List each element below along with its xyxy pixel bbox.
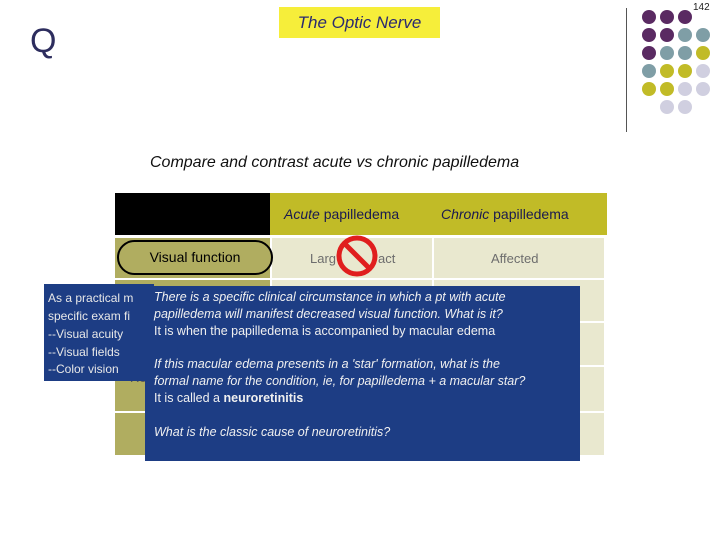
dot (660, 64, 674, 78)
neuroretinitis-term: neuroretinitis (223, 391, 304, 405)
dot (642, 64, 656, 78)
header-chronic-word: Chronic (441, 206, 490, 222)
dot-grid-decoration (0, 0, 720, 120)
table-header-corner (115, 193, 270, 235)
question-text: Compare and contrast acute vs chronic papilledema (150, 154, 520, 171)
q-label: Q (30, 22, 57, 60)
dot (678, 82, 692, 96)
header-acute-word: Acute (284, 206, 320, 222)
no-entry-icon (336, 235, 378, 277)
dot (696, 64, 710, 78)
note-line: --Visual fields (48, 345, 120, 359)
note-line: As a practical m (48, 291, 134, 305)
acute-cell-text-right: act (378, 251, 396, 266)
popup-line: It is when the papilledema is accompanied by macular edema (154, 324, 496, 338)
acute-cell-text-left: Larg (310, 251, 337, 266)
popup-line: There is a specific clinical circumstance in which a pt with acute (154, 290, 506, 304)
dot (642, 10, 656, 24)
header-chronic (441, 206, 569, 222)
note-line: --Color vision (48, 362, 119, 376)
chronic-cell-text: Affected (491, 251, 539, 266)
popup-prefix: It is called a (154, 391, 224, 405)
header-acute (284, 206, 399, 222)
note-line: --Visual acuity (48, 327, 124, 341)
dot (642, 82, 656, 96)
dot (660, 46, 674, 60)
dot (660, 82, 674, 96)
page-number: 142 (693, 2, 710, 13)
dot (678, 28, 692, 42)
answer-popup-box (145, 286, 580, 461)
dot (678, 64, 692, 78)
dot (678, 100, 692, 114)
dot (696, 46, 710, 60)
popup-line (154, 390, 303, 407)
header-chronic-rest: papilledema (489, 206, 569, 222)
dot (642, 28, 656, 42)
dot (642, 46, 656, 60)
dot (696, 28, 710, 42)
note-line: specific exam fi (48, 309, 131, 323)
popup-line: papilledema will manifest decreased visual function. What is it? (154, 307, 503, 321)
practical-note-box (44, 284, 154, 381)
dot (660, 28, 674, 42)
dot (678, 10, 692, 24)
dot (678, 46, 692, 60)
dot (696, 82, 710, 96)
slide-title: The Optic Nerve (279, 7, 440, 38)
dot (660, 100, 674, 114)
visual-function-label: Visual function (117, 240, 273, 275)
header-acute-rest: papilledema (319, 206, 400, 222)
popup-line: If this macular edema presents in a 'star' formation, what is the (154, 357, 500, 371)
dot (660, 10, 674, 24)
popup-line: What is the classic cause of neuroretinitis? (154, 425, 391, 439)
popup-line: formal name for the condition, ie, for papilledema + a macular star? (154, 374, 526, 388)
